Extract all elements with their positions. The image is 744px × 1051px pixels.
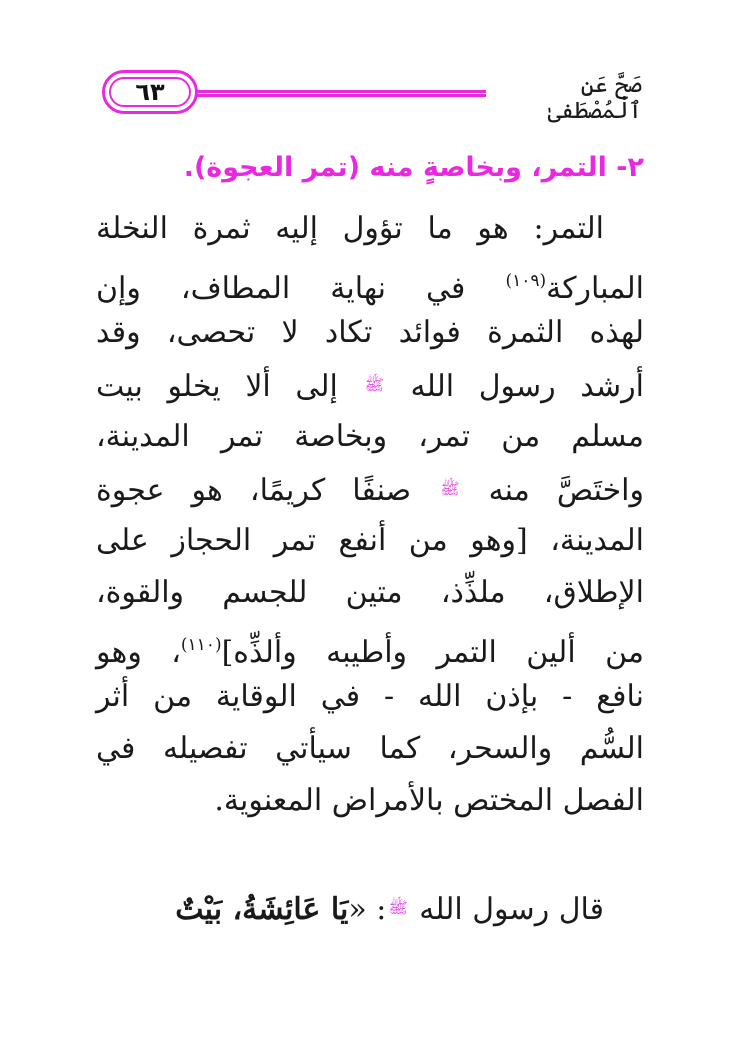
section-heading: ٢- التمر، وبخاصةٍ منه (تمر العجوة).	[183, 152, 644, 183]
hadith-quote: يَا عَائِشَةُ، بَيْتٌ	[175, 892, 349, 927]
body-paragraph	[96, 203, 644, 827]
book-title: صَحَّ عَنِ ٱلْمُصْطَفىٰ	[547, 72, 642, 124]
hadith-intro: قال رسول الله $^ﷺ$: «يَا عَائِشَةُ، بَيْتٌ	[175, 892, 604, 927]
text-line: المدينة، [وهو من أنفع تمر الحجاز على	[96, 523, 644, 558]
text-line: الفصل المختص بالأمراض المعنوية.	[214, 783, 644, 818]
text-line: نافع - بإذن الله - في الوقاية من أثر	[96, 679, 644, 714]
text-line: من ألين التمر وأطيبه وألذِّه]$^{(١١٠)}$، وهو	[96, 635, 644, 670]
honorific-glyph: ﷺ	[440, 479, 460, 498]
footnote-marker: (١٠٩)	[505, 271, 547, 291]
page-header	[102, 68, 642, 124]
text-line: المباركة$^{(١٠٩)}$ في نهاية المطاف، وإن	[96, 271, 644, 306]
text-line: واختَصَّ منه $^ﷺ$ صنفًا كريمًا، هو عجوة	[96, 473, 644, 508]
text-line: أرشد رسول الله $^ﷺ$ إلى ألا يخلو بيت	[96, 369, 644, 404]
honorific-glyph: ﷺ	[364, 375, 384, 394]
text-line: الإطلاق، ملذِّذ، متين للجسم والقوة،	[96, 575, 644, 610]
header-divider	[196, 90, 486, 97]
honorific-glyph: ﷺ	[388, 898, 408, 917]
page-number: ٦٣	[109, 77, 191, 107]
text-line: التمر: هو ما تؤول إليه ثمرة النخلة	[96, 211, 604, 246]
page-number-badge	[102, 70, 198, 114]
text-line: مسلم من تمر، وبخاصة تمر المدينة،	[96, 419, 644, 454]
text-line: لهذه الثمرة فوائد تكاد لا تحصى، وقد	[96, 315, 644, 350]
text-line: السُّم والسحر، كما سيأتي تفصيله في	[96, 731, 644, 766]
footnote-marker: (١١٠)	[180, 635, 222, 655]
